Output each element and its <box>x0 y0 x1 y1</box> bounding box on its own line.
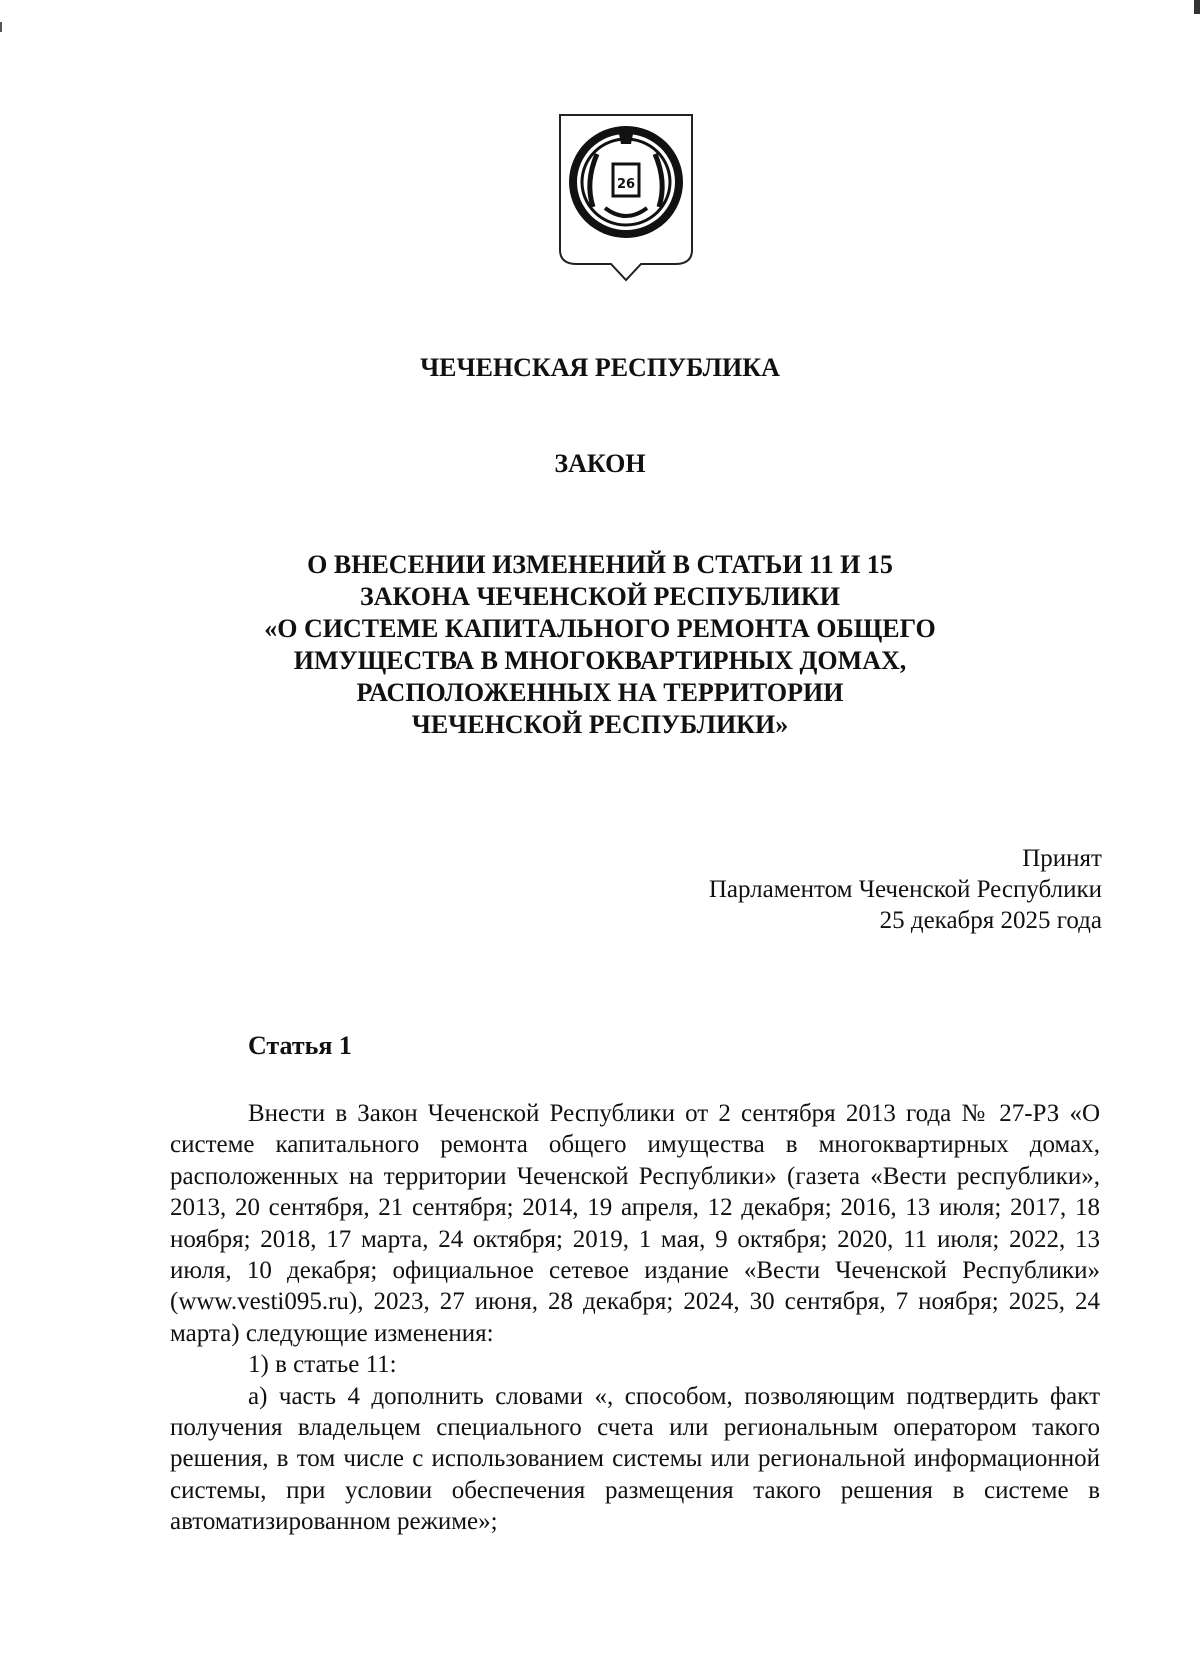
article-paragraph: Внести в Закон Чеченской Республики от 2 сентября 2013 года № 27-РЗ «О системе капитального ремонта общего имущества в многоквартирных домах, расположенных на территории Чеченской Республики» (газета «Вести республики», 2013, 20 сентября, 21 сентября; 2014, 19 апреля, 12 декабря; 2016, 13 июля; 2017, 18 ноября; 2018, 17 марта, 24 октября; 2019, 1 мая, 9 октября; 2020, 11 июля; 2022, 13 июля, 10 декабря; официальное сетевое издание «Вести Чеченской Республики» (www.vesti095.ru), 2023, 27 июня, 28 декабря; 2024, 30 сентября, 7 ноября; 2025, 24 марта) следующие изменения: <box>170 1100 1100 1347</box>
adoption-line: Принят <box>1022 845 1102 872</box>
article-paragraph: а) часть 4 дополнить словами «, способом, позволяющим подтвердить факт получения владельцем специального счета или региональным оператором такого решения, в том числе с использованием системы или региональной информационной системы, при условии обеспечения размещения такого решения в системе в автоматизированном режиме»; <box>170 1382 1100 1536</box>
law-title-line: ИМУЩЕСТВА В МНОГОКВАРТИРНЫХ ДОМАХ, <box>293 646 907 675</box>
adoption-block <box>709 843 1102 936</box>
svg-text:26: 26 <box>616 177 636 192</box>
article-body <box>170 1098 1100 1538</box>
region-heading: ЧЕЧЕНСКАЯ РЕСПУБЛИКА <box>420 353 780 382</box>
law-title <box>0 549 1200 741</box>
law-title-line: ЗАКОНА ЧЕЧЕНСКОЙ РЕСПУБЛИКИ <box>360 582 840 611</box>
article-heading: Статья 1 <box>248 1031 352 1060</box>
law-title-line: О ВНЕСЕНИИ ИЗМЕНЕНИЙ В СТАТЬИ 11 И 15 <box>307 550 893 579</box>
law-title-line: РАСПОЛОЖЕННЫХ НА ТЕРРИТОРИИ <box>356 678 844 707</box>
adoption-line: Парламентом Чеченской Республики <box>708 876 1102 903</box>
adoption-date: 25 декабря 2025 года <box>879 907 1102 934</box>
law-title-line: ЧЕЧЕНСКОЙ РЕСПУБЛИКИ» <box>411 710 789 739</box>
document-type-heading: ЗАКОН <box>554 449 646 478</box>
law-title-line: «О СИСТЕМЕ КАПИТАЛЬНОГО РЕМОНТА ОБЩЕГО <box>264 614 936 643</box>
article-paragraph: 1) в статье 11: <box>248 1351 397 1379</box>
scan-mark <box>0 22 2 32</box>
scan-mark <box>1194 0 1200 14</box>
coat-of-arms-icon <box>557 112 695 290</box>
